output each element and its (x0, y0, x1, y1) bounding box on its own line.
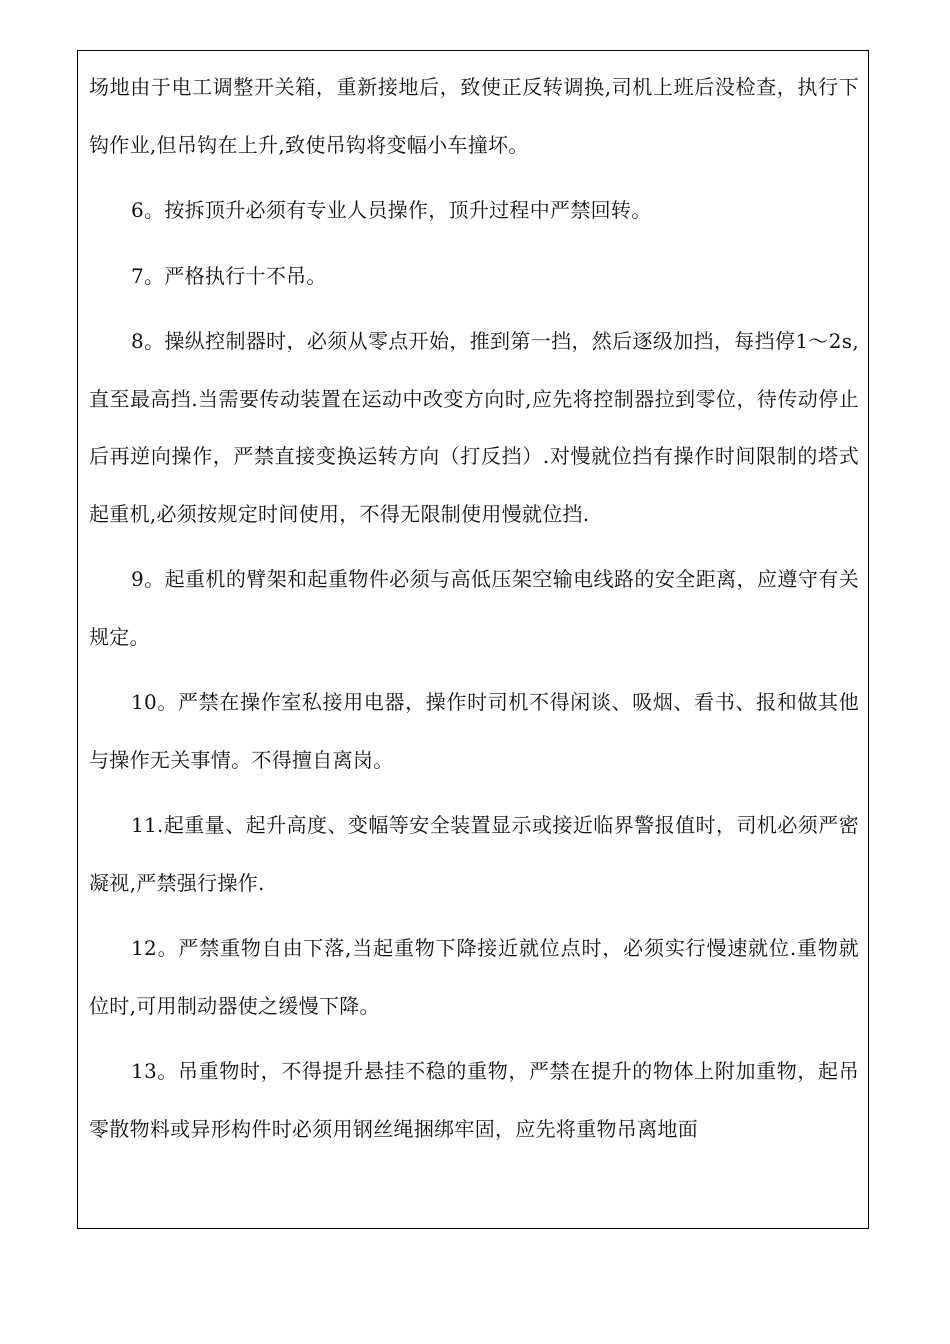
paragraph-item-9: 9。起重机的臂架和起重物件必须与高低压架空输电线路的安全距离，应遵守有关规定。 (89, 567, 859, 649)
paragraph-item-12: 12。严禁重物自由下落,当起重物下降接近就位点时，必须实行慢速就位.重物就位时,可用制动器使之缓慢下降。 (89, 936, 859, 1018)
paragraph-continuation: 场地由于电工调整开关箱，重新接地后，致使正反转调换,司机上班后没检查，执行下钩作业,但吊钩在上升,致使吊钩将变幅小车撞坏。 (89, 75, 859, 157)
paragraph-item-7: 7。严格执行十不吊。 (131, 263, 327, 288)
paragraph-item-11: 11.起重量、起升高度、变幅等安全装置显示或接近临界警报值时，司机必须严密凝视,严禁强行操作. (89, 813, 859, 895)
paragraph-item-10: 10。严禁在操作室私接用电器，操作时司机不得闲谈、吸烟、看书、报和做其他与操作无关事情。不得擅自离岗。 (89, 690, 859, 772)
paragraph-item-6: 6。按拆顶升必须有专业人员操作，顶升过程中严禁回转。 (131, 198, 652, 222)
document-body (89, 59, 859, 1166)
paragraph-item-8: 8。操纵控制器时，必须从零点开始，推到第一挡，然后逐级加挡，每挡停1～2s,直至最高挡.当需要传动装置在运动中改变方向时,应先将控制器拉到零位，待传动停止后再逆向操作，严禁直接变换运转方向（打反挡）.对慢就位挡有操作时间限制的塔式起重机,必须按规定时间使用，不得无限制使用慢就位挡. (89, 329, 859, 526)
document-frame (77, 50, 869, 1229)
paragraph-item-13: 13。吊重物时，不得提升悬挂不稳的重物，严禁在提升的物体上附加重物，起吊零散物料或异形构件时必须用钢丝绳捆绑牢固，应先将重物吊离地面 (89, 1059, 859, 1141)
